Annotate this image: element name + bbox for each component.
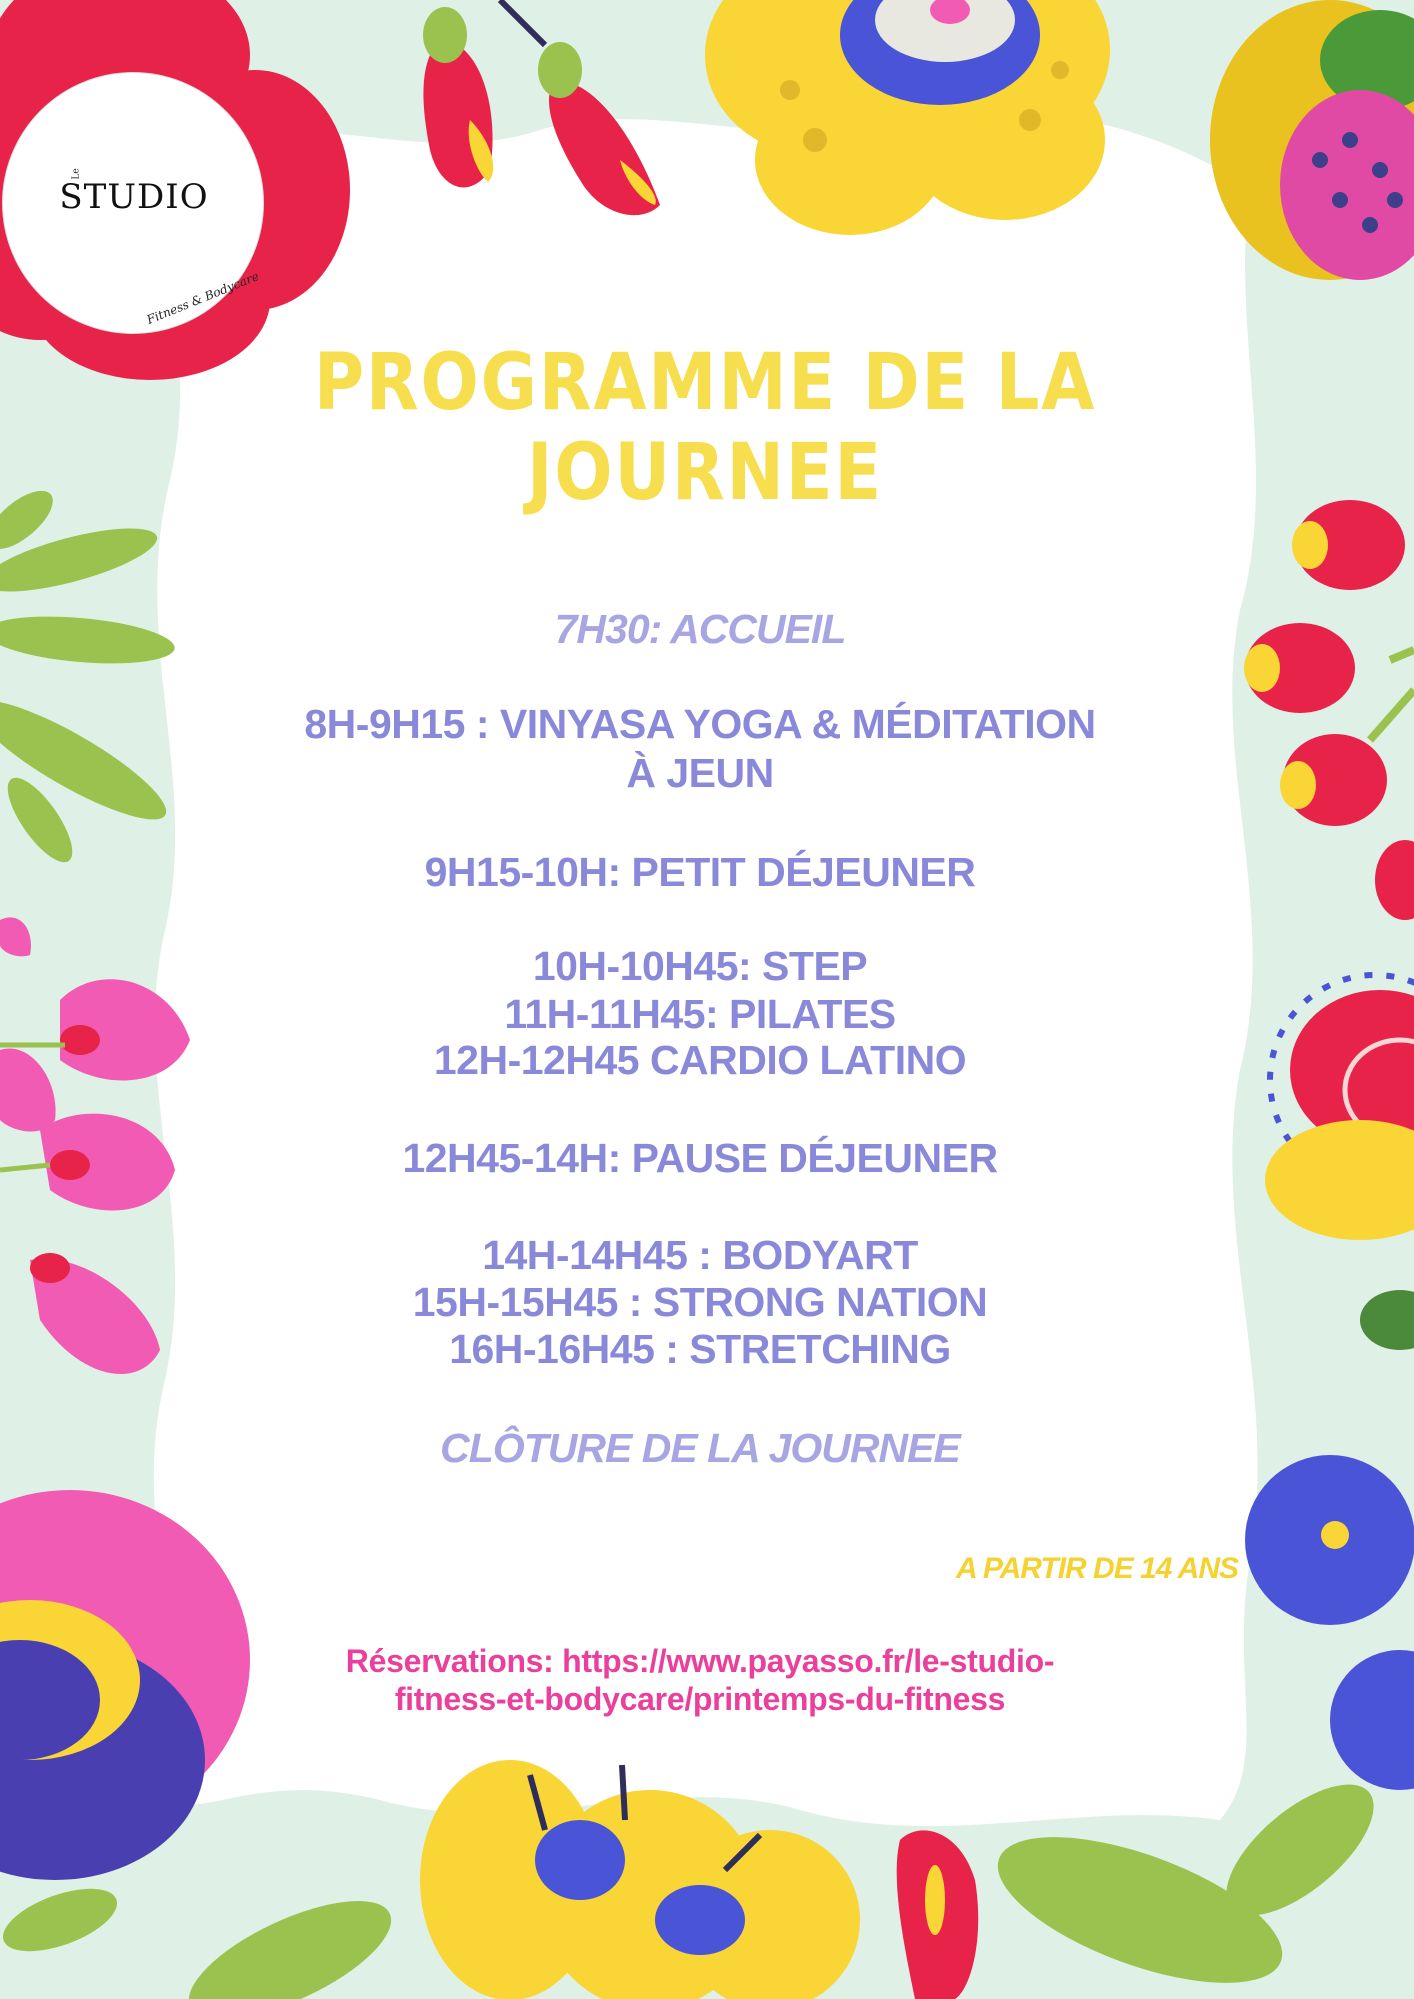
reservations-line-1: Réservations: https://www.payasso.fr/le-studio- xyxy=(345,1643,1055,1679)
schedule-welcome: 7H30: ACCUEIL xyxy=(554,606,846,652)
schedule-closing: CLÔTURE DE LA JOURNEE xyxy=(440,1425,960,1471)
reservations-line-2: fitness-et-bodycare/printemps-du-fitness xyxy=(394,1681,1006,1717)
schedule-strong-nation: 15H-15H45 : STRONG NATION xyxy=(412,1279,988,1325)
schedule-stretching: 16H-16H45 : STRETCHING xyxy=(449,1326,951,1372)
schedule-pilates: 11H-11H45: PILATES xyxy=(504,991,896,1037)
page-title xyxy=(313,338,1096,518)
red-yellow-flower-right xyxy=(1265,975,1414,1350)
studio-logo xyxy=(2,72,264,334)
logo-prefix: Le xyxy=(71,168,82,180)
schedule-yoga-line-2: À JEUN xyxy=(626,750,774,796)
schedule-yoga-line-1: 8H-9H15 : VINYASA YOGA & MÉDITATION xyxy=(304,701,1096,747)
logo-name: STUDIO xyxy=(59,177,209,217)
logo-tagline: Fitness & Bodycare xyxy=(144,269,261,327)
age-note: A PARTIR DE 14 ANS xyxy=(955,1552,1238,1585)
red-bud-bottom xyxy=(897,1830,979,1999)
schedule-cardio: 12H-12H45 CARDIO LATINO xyxy=(433,1037,967,1083)
pink-blue-flower-bottom-left xyxy=(0,1490,250,1964)
schedule-breakfast: 9H15-10H: PETIT DÉJEUNER xyxy=(424,849,976,895)
schedule-lunch: 12H45-14H: PAUSE DÉJEUNER xyxy=(402,1135,998,1181)
schedule-step: 10H-10H45: STEP xyxy=(532,943,868,989)
title-line-2: JOURNEE xyxy=(526,428,884,518)
red-buds-right xyxy=(1244,500,1414,920)
reservations-link[interactable] xyxy=(220,1642,1180,1718)
green-leaves-left xyxy=(0,480,178,871)
title-line-1: PROGRAMME DE LA xyxy=(313,338,1097,428)
schedule-bodyart: 14H-14H45 : BODYART xyxy=(482,1232,918,1278)
blue-flowers-right xyxy=(1245,1455,1414,1790)
